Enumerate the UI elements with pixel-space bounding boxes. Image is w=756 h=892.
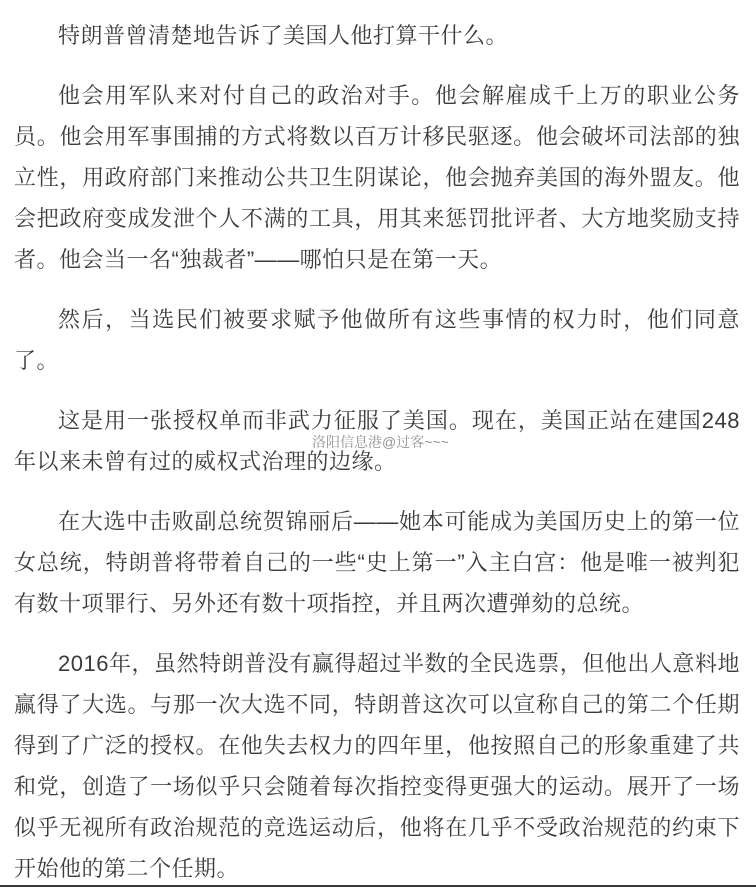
paragraph: 然后，当选民们被要求赋予他做所有这些事情的权力时，他们同意了。 [14, 307, 740, 373]
paragraph: 这是用一张授权单而非武力征服了美国。现在，美国正站在建国248年以来未曾有过的威权式治理的边缘。 [14, 408, 740, 474]
article-body [14, 15, 740, 892]
watermark: 洛阳信息港@过客~~~ [312, 434, 449, 450]
bottom-divider [0, 885, 756, 887]
paragraph: 在大选中击败副总统贺锦丽后——她本可能成为美国历史上的第一位女总统，特朗普将带着自己的一些“史上第一”入主白宫：他是唯一被判犯有数十项罪行、另外还有数十项指控，并且两次遭弹劾的总统。 [14, 509, 740, 616]
paragraph: 特朗普曾清楚地告诉了美国人他打算干什么。 [58, 23, 509, 48]
paragraph: 他会用军队来对付自己的政治对手。他会解雇成千上万的职业公务员。他会用军事围捕的方式将数以百万计移民驱逐。他会破坏司法部的独立性，用政府部门来推动公共卫生阴谋论，他会抛弃美国的海外盟友。他会把政府变成发泄个人不满的工具，用其来惩罚批评者、大方地奖励支持者。他会当一名“独裁者”——哪怕只是在第一天。 [14, 83, 740, 272]
paragraph: 2016年，虽然特朗普没有赢得超过半数的全民选票，但他出人意料地赢得了大选。与那一次大选不同，特朗普这次可以宣称自己的第二个任期得到了广泛的授权。在他失去权力的四年里，他按照自己的形象重建了共和党，创造了一场似乎只会随着每次指控变得更强大的运动。展开了一场似乎无视所有政治规范的竞选运动后，他将在几乎不受政治规范的约束下开始他的第二个任期。 [14, 651, 740, 881]
